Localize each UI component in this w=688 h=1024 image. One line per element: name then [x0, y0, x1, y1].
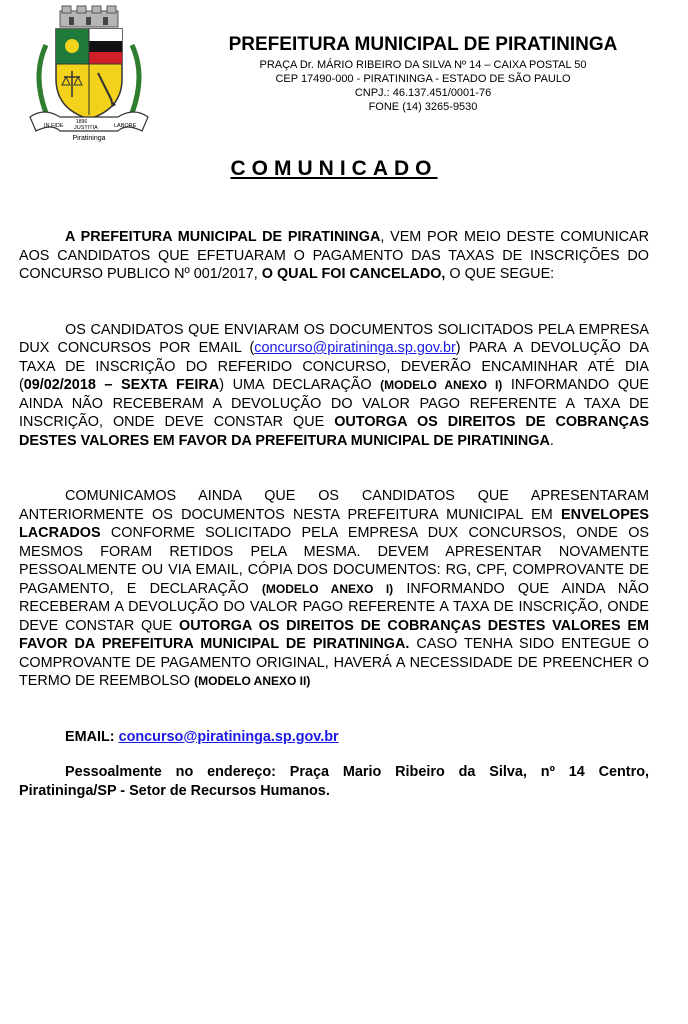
- letterhead: [160, 34, 686, 114]
- document-body: [19, 228, 649, 800]
- email-label: EMAIL:: [65, 728, 115, 745]
- model-annex-ref: (MODELO ANEXO I): [380, 378, 503, 392]
- intro-bold-cancel: O QUAL FOI CANCELADO,: [261, 266, 446, 282]
- p3-text-1: COMUNICAMOS AINDA QUE OS CANDIDATOS QUE APRESENTARAM ANTERIORMENTE OS DOCUMENTOS NESTA PREFEITURA MUNICIPAL EM: [19, 488, 649, 523]
- p2-text-3: ) UMA DECLARAÇÃO: [219, 377, 381, 393]
- p3-bold-envelopes: ENVELOPES LACRADOS: [19, 506, 649, 541]
- p2-text-4: INFORMANDO QUE AINDA NÃO RECEBERAM A DEVOLUÇÃO DO VALOR PAGO REFERENTE A TAXA DE INSCRIÇÃO, ONDE DEVE CONSTAR QUE: [19, 377, 650, 430]
- motto-center: JUSTITIA: [74, 125, 98, 131]
- p3-text-4: CASO TENHA SIDO ENTEGUE O COMPROVANTE DE PAGAMENTO ORIGINAL, HAVERÁ A NECESSIDADE DE PREENCHER O TERMO DE REEMBOLSO: [19, 636, 650, 689]
- document-title: COMUNICADO: [230, 157, 438, 180]
- cep-line: CEP 17490-000 - PIRATININGA - ESTADO DE SÃO PAULO: [275, 73, 571, 85]
- municipal-coat-of-arms: [24, 5, 154, 145]
- cnpj-line: CNPJ.: 46.137.451/0001-76: [354, 87, 492, 99]
- model-annex-ref: (MODELO ANEXO I): [261, 581, 394, 596]
- motto-right: LABORE: [114, 123, 137, 129]
- p3-bold-outorga: OUTORGA OS DIREITOS DE COBRANÇAS DESTES VALORES EM FAVOR DA PREFEITURA MUNICIPAL DE PIRATININGA.: [19, 617, 649, 652]
- deadline-date: 09/02/2018 – SEXTA FEIRA: [23, 377, 220, 393]
- p2-text-1: OS CANDIDATOS QUE ENVIARAM OS DOCUMENTOS SOLICITADOS PELA EMPRESA DUX CONCURSOS POR EMAIL (: [19, 321, 649, 356]
- contact-email-link[interactable]: concurso@piratininga.sp.gov.br: [118, 728, 339, 745]
- phone-line: FONE (14) 3265-9530: [368, 101, 478, 113]
- model-annex-ref-2: (MODELO ANEXO II): [194, 674, 311, 688]
- address-line: PRAÇA Dr. MÁRIO RIBEIRO DA SILVA Nº 14 – CAIXA POSTAL 50: [259, 59, 587, 71]
- crest-caption: Piratininga: [72, 135, 106, 142]
- intro-text-1: , VEM POR MEIO DESTE COMUNICAR AOS CANDIDATOS QUE EFETUARAM O PAGAMENTO DAS TAXAS DE INSCRIÇÕES DO CONCURSO PUBLICO Nº 001/2017,: [19, 229, 649, 282]
- contact-email-line: [19, 728, 649, 747]
- intro-text-2: O QUE SEGUE:: [445, 266, 555, 282]
- p3-text-3: INFORMANDO QUE AINDA NÃO RECEBERAM A DEVOLUÇÃO DO VALOR PAGO REFERENTE A TAXA DE INSCRIÇÃO, ONDE DEVE CONSTAR QUE: [19, 580, 650, 634]
- p2-text-5: .: [549, 432, 554, 449]
- in-person-text: Pessoalmente no endereço: Praça Mario Ribeiro da Silva, nº 14 Centro, Piratininga/SP - Setor de Recursos Humanos.: [19, 764, 649, 799]
- contact-in-person: [19, 763, 649, 800]
- motto-left: IN FIDE: [44, 123, 64, 129]
- paragraph-intro: [19, 228, 649, 284]
- org-name: PREFEITURA MUNICIPAL DE PIRATININGA: [228, 34, 618, 55]
- intro-bold-lead: A PREFEITURA MUNICIPAL DE PIRATININGA: [65, 229, 381, 245]
- p2-text-2: ) PARA A DEVOLUÇÃO DA TAXA DE INSCRIÇÃO DO REFERIDO CONCURSO, DEVERÃO ENCAMINHAR ATÉ DIA (: [19, 340, 649, 393]
- p3-text-2: CONFORME SOLICITADO PELA EMPRESA DUX CONCURSOS, ONDE OS MESMOS FORAM RETIDOS PELA MESMA. DEVEM APRESENTAR NOVAMENTE PESSOALMENTE OU VIA EMAIL, CÓPIA DOS DOCUMENTOS: RG, CPF, COMPROVANTE DE PAGAMENTO, E DECLARAÇÃO: [19, 525, 649, 597]
- paragraph-email-candidates: [19, 321, 649, 451]
- paragraph-sealed-envelopes: [19, 487, 649, 691]
- founding-year: 1896: [76, 119, 88, 125]
- email-link-inline[interactable]: concurso@piratininga.sp.gov.br: [254, 340, 456, 356]
- p2-bold-outorga: OUTORGA OS DIREITOS DE COBRANÇAS DESTES VALORES EM FAVOR DA PREFEITURA MUNICIPAL DE PIRATININGA: [19, 414, 649, 449]
